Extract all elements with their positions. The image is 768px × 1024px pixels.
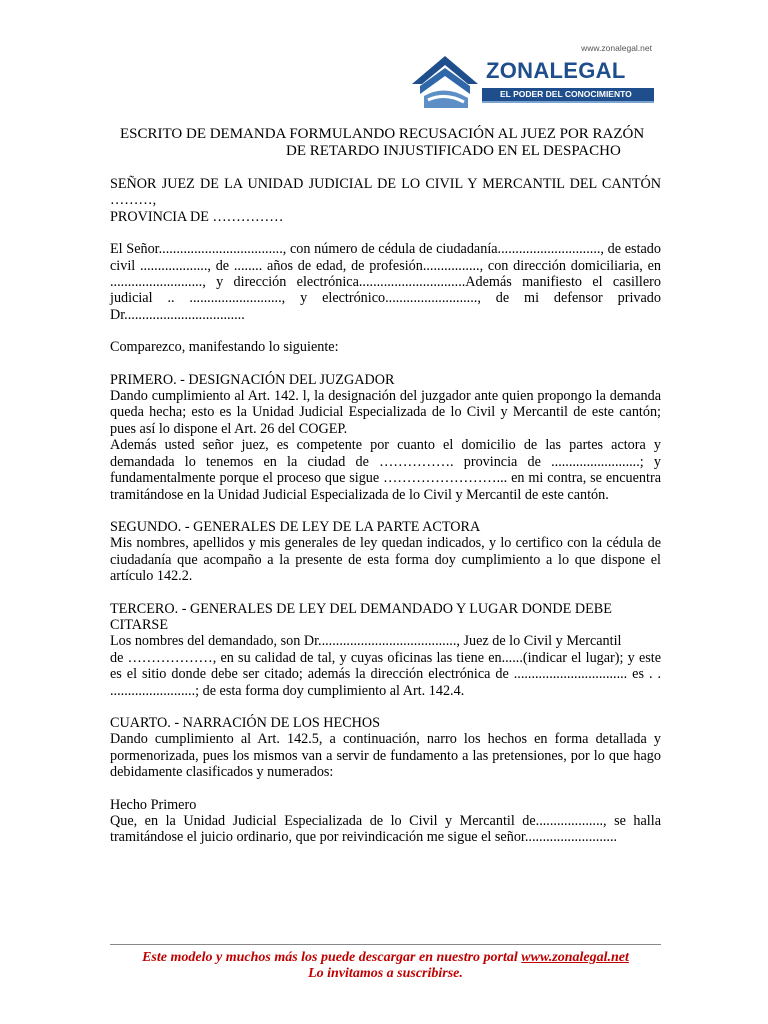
intro-paragraph: El Señor..................................., con número de cédula de ciudadanía............................., de estado civil ..................., de ........ años de edad, de profesión................, con dirección domiciliaria, en .........................., y dirección electrónica..............................Además manifiesto el casillero judicial .. .........................., y electrónico.........................., de mi defensor privado Dr..................................	[110, 241, 661, 323]
logo-url: www.zonalegal.net	[581, 43, 652, 53]
title-line-2: DE RETARDO INJUSTIFICADO EN EL DESPACHO	[286, 143, 621, 159]
logo-tagline: EL PODER DEL CONOCIMIENTO	[500, 89, 632, 99]
document-body	[110, 176, 661, 846]
title-line-1: ESCRITO DE DEMANDA FORMULANDO RECUSACIÓN AL JUEZ POR RAZÓN	[120, 126, 645, 142]
logo-brand: ZONALEGAL	[486, 58, 626, 83]
tercero-paragraph-1: Los nombres del demandado, son Dr......................................., Juez de lo Civil y Mercantil	[110, 633, 622, 650]
address-line-1: SEÑOR JUEZ DE LA UNIDAD JUDICIAL DE LO CIVIL Y MERCANTIL DEL CANTÓN ………,	[110, 176, 661, 209]
address-line-2: PROVINCIA DE ……………	[110, 208, 284, 225]
footer-text: Este modelo y muchos más los puede descargar en nuestro portal	[142, 950, 522, 965]
tercero-heading: TERCERO. - GENERALES DE LEY DEL DEMANDADO Y LUGAR DONDE DEBE CITARSE	[110, 600, 612, 633]
segundo-heading: SEGUNDO. - GENERALES DE LEY DE LA PARTE ACTORA	[110, 518, 481, 535]
footer-website-link[interactable]: www.zonalegal.net	[521, 950, 629, 965]
cuarto-paragraph-1: Dando cumplimiento al Art. 142.5, a continuación, narro los hechos en forma detallada y pormenorizada, pues los mismos van a servir de fundamento a las pretensiones, por lo que hago debidamente clasificados y numerados:	[110, 731, 661, 781]
primero-heading: PRIMERO. - DESIGNACIÓN DEL JUZGADOR	[110, 371, 395, 388]
footer-line-1	[110, 950, 661, 966]
primero-paragraph-1: Dando cumplimiento al Art. 142. l, la designación del juzgador ante quien propongo la demanda queda hecha; esto es la Unidad Judicial Especializada de lo Civil y Mercantil de este cantón; pues así lo dispone el Art. 26 del COGEP.	[110, 388, 661, 437]
segundo-paragraph: Mis nombres, apellidos y mis generales de ley quedan indicados, y lo certifico con la cédula de ciudadanía que acompaño a la presente de esta forma doy cumplimiento a lo que dispone el artículo 142.2.	[110, 535, 661, 585]
appear-paragraph: Comparezco, manifestando lo siguiente:	[110, 339, 339, 356]
document-title	[120, 126, 670, 160]
house-logo-icon	[410, 54, 480, 110]
zonalegal-logo	[410, 40, 660, 112]
hecho-primero-subheading: Hecho Primero	[110, 796, 197, 813]
logo-tagline-bar	[482, 88, 654, 103]
footer-divider	[110, 944, 661, 945]
cuarto-heading: CUARTO. - NARRACIÓN DE LOS HECHOS	[110, 714, 381, 731]
footer-line-2: Lo invitamos a suscribirse.	[308, 966, 463, 981]
hecho-primero-paragraph: Que, en la Unidad Judicial Especializada de lo Civil y Mercantil de..................., se halla tramitándose el juicio ordinario, que por reivindicación me sigue el señor..........................	[110, 813, 661, 846]
tercero-paragraph-2: de ………………, en su calidad de tal, y cuyas oficinas las tiene en......(indicar el lugar); y este es el sitio donde debe ser citado; además la dirección electrónica de ................................ es . . ........................; de esta forma doy cumplimiento al Art. 142.4.	[110, 649, 661, 699]
primero-paragraph-2: Además usted señor juez, es competente por cuanto el domicilio de las partes actora y demandada lo tenemos en la ciudad de ……………. provincia de .........................; y fundamentalmente porque el proceso que sigue ……………………... en mi contra, se encuentra tramitándose en la Unidad Judicial Especializada de lo Civil y Mercantil de este cantón.	[110, 437, 661, 503]
footer	[110, 950, 661, 982]
